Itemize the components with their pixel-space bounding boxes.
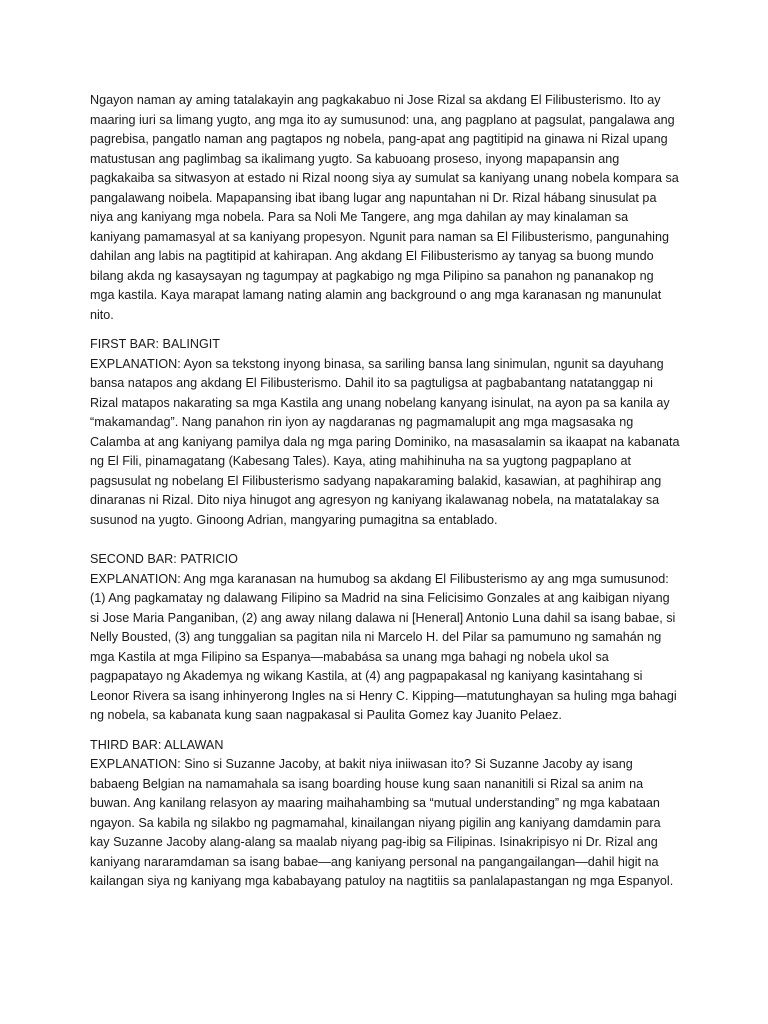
explanation-text: Ayon sa tekstong inyong binasa, sa sariling bansa lang sinimulan, ngunit sa dayuhang bansa natapos ang akdang El Filibusterismo. Dahil ito sa pagtuligsa at pagbabantang natatanggap ni Rizal matapos nakarating sa mga Kastila ang unang nobelang kanyang isinulat, na ayon pa sa kanila ay “makamandag”. Nang panahon rin iyon ay nagdaranas ng pagmamalupit ang mga magsasaka ng Calamba at ang kaniyang pamilya dala ng mga paring Dominiko, na masasalamin sa ikaapat na kabanata ng El Fili, pinamagatang (Kabesang Tales). Kaya, ating mahihinuha na sa yugtong pagpaplano at pagsusulat ng nobelang El Filibusterismo sadyang napakaraming balakid, kasawian, at paghihirap ang dinaranas ni Rizal. Dito niya hinugot ang agresyon ng kaniyang ikalawanag nobela, na matatalakay sa susunod na yugto. Ginoong Adrian, mangyaring pumagitna sa entablado. bbox=[90, 356, 680, 527]
explanation-label: EXPLANATION: bbox=[90, 571, 181, 586]
explanation-text: Ang mga karanasan na humubog sa akdang El Filibusterismo ay ang mga sumusunod: (1) Ang pagkamatay ng dalawang Filipino sa Madrid na sina Felicisimo Gonzales at ang kaibigan niyang si Jose Maria Panganiban, (2) ang away nilang dalawa ni [Heneral] Antonio Luna dahil sa isang babae, si Nelly Bousted, (3) ang tunggalian sa pagitan nila ni Marcelo H. del Pilar sa pamumuno ng samahán ng mga Kastila at mga Filipino sa Espanya—mababása sa unang mga bahagi ng nobela ukol sa pagpapatayo ng Akademya ng wikang Kastila, at (4) ang pagpapakasal ng kaniyang kasintahang si Leonor Rivera sa isang inhinyerong Ingles na si Henry C. Kipping—matutunghayan sa huling mga bahagi ng nobela, sa kabanata kung saan nagpakasal si Paulita Gomez kay Juanito Pelaez. bbox=[90, 571, 677, 722]
spacer bbox=[90, 530, 680, 550]
section-second-bar bbox=[90, 550, 680, 726]
section-third-bar bbox=[90, 736, 680, 892]
section-heading: SECOND BAR: PATRICIO bbox=[90, 552, 238, 566]
explanation-label: EXPLANATION: bbox=[90, 757, 181, 771]
section-first-bar bbox=[90, 335, 680, 530]
intro-paragraph: Ngayon naman ay aming tatalakayin ang pagkakabuo ni Jose Rizal sa akdang El Filibusterismo. Ito ay maaring iuri sa limang yugto, ang mga ito ay sumusunod: una, ang pagplano at pagsulat, pangalawa ang pagrebisa, pangatlo naman ang pagtapos ng nobela, pang-apat ang pagtitipid na ginawa ni Rizal upang matustusan ang paglimbag sa ikalimang yugto. Sa kabuoang proseso, inyong mapapansin ang pagkakaiba sa sitwasyon at estado ni Rizal noong siya ay sumulat sa kaniyang unang nobela kompara sa pangalawang noibela. Mapapansing ibat ibang lugar ang napuntahan ni Dr. Rizal hábang sinusulat pa niya ang kaniyang mga nobela. Para sa Noli Me Tangere, ang mga dahilan ay may kinalaman sa kaniyang pamamasyal at sa kaniyang propesyon. Ngunit para naman sa El Filibusterismo, pangunahing dahilan ang labis na pagtitipid at kahirapan. Ang akdang El Filibusterismo ay tanyag sa buong mundo bilang akda ng kasaysayan ng tagumpay at pagkabigo ng mga Pilipino sa panahon ng pananakop ng mga kastila. Kaya marapat lamang nating alamin ang background o ang mga karanasan ng manunulat nito. bbox=[90, 93, 679, 322]
spacer bbox=[90, 325, 680, 335]
document-page bbox=[90, 91, 680, 892]
section-heading: FIRST BAR: BALINGIT bbox=[90, 337, 220, 351]
spacer bbox=[90, 726, 680, 736]
explanation-text: Sino si Suzanne Jacoby, at bakit niya iniiwasan ito? Si Suzanne Jacoby ay isang babaeng Belgian na namamahala sa isang boarding house kung saan nananitili si Rizal sa anim na buwan. Ang kanilang relasyon ay maaring maihahambing sa “mutual understanding” ng mga kabataan ngayon. Sa kabila ng silakbo ng pagmamahal, kinailangan niyang pigilin ang kaniyang damdamin para kay Suzanne Jacoby alang-alang sa maalab niyang pag-ibig sa Filipinas. Isinakripisyo ni Dr. Rizal ang kaniyang nararamdaman sa isang babae—ang kaniyang personal na pangangailangan—dahil higit na kailangan siya ng kaniyang mga kababayang patuloy na nagtitiis sa panlalapastangan ng mga Espanyol. bbox=[90, 757, 674, 888]
section-heading: THIRD BAR: ALLAWAN bbox=[90, 737, 224, 752]
explanation-label: EXPLANATION: bbox=[90, 356, 181, 371]
